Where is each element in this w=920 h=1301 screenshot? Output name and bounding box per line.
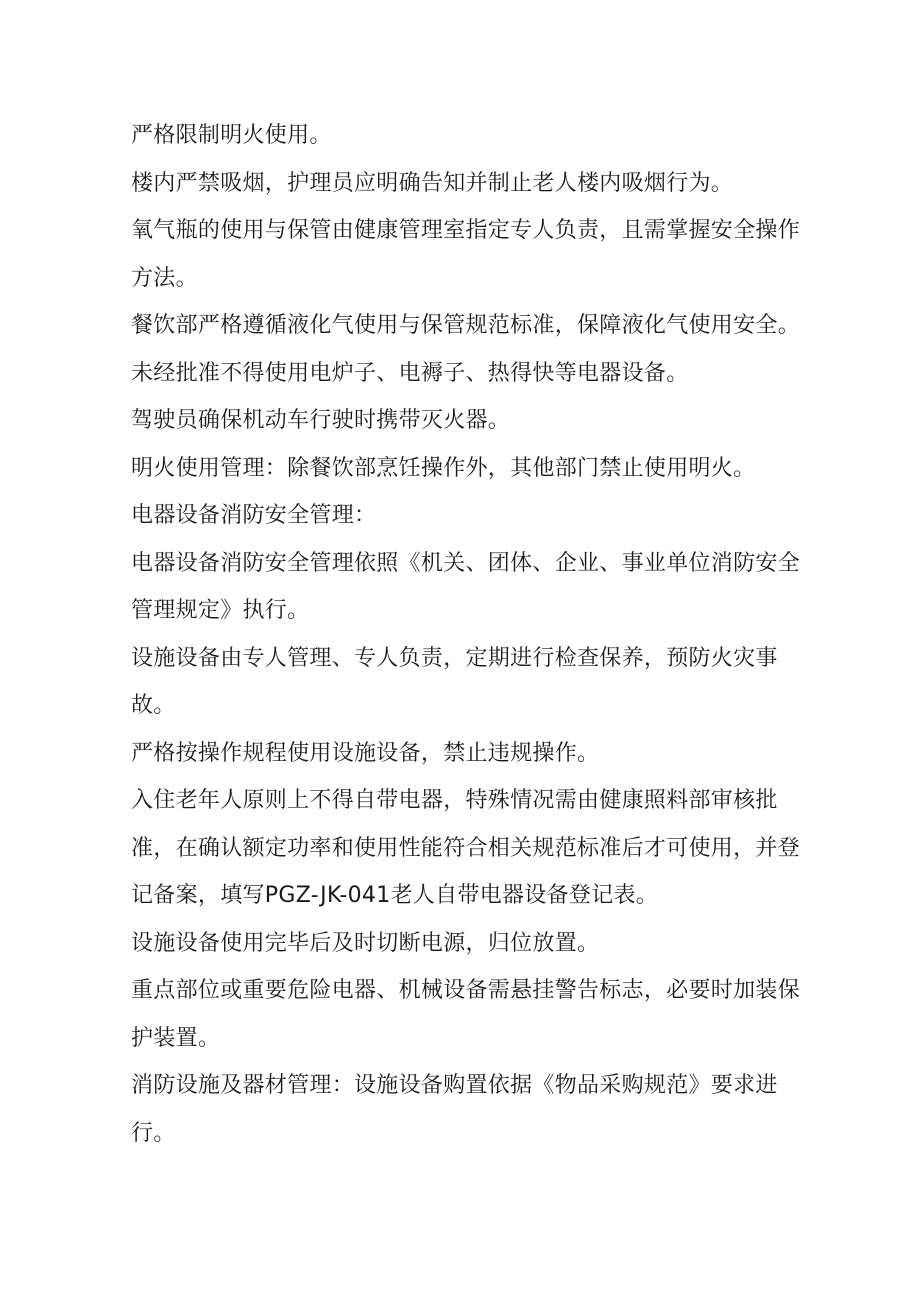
paragraph: 电器设备消防安全管理依照《机关、团体、企业、事业单位消防安全管理规定》执行。 [131, 550, 801, 623]
paragraph: 入住老年人原则上不得自带电器，特殊情况需由健康照料部审核批准，在确认额定功率和使用性能符合相关规范标准后才可使用，并登记备案，填写PGZ-JK-041老人自带电器设备登记表。 [131, 788, 801, 908]
paragraph: 驾驶员确保机动车行驶时携带灭火器。 [131, 408, 511, 433]
paragraph: 设施设备使用完毕后及时切断电源，归位放置。 [131, 930, 600, 956]
paragraph: 餐饮部严格遵循液化气使用与保管规范标准，保障液化气使用安全。 [131, 313, 801, 338]
paragraph: 氧气瓶的使用与保管由健康管理室指定专人负责，且需掌握安全操作方法。 [131, 218, 801, 291]
paragraph: 消防设施及器材管理：设施设备购置依据《物品采购规范》要求进行。 [131, 1073, 778, 1146]
paragraph: 未经批准不得使用电炉子、电褥子、热得快等电器设备。 [131, 360, 689, 386]
paragraph: 重点部位或重要危险电器、机械设备需悬挂警告标志，必要时加装保护装置。 [131, 978, 801, 1051]
paragraph: 严格限制明火使用。 [131, 123, 332, 148]
section-heading: 电器设备消防安全管理： [131, 503, 377, 528]
paragraph: 明火使用管理：除餐饮部烹饪操作外，其他部门禁止使用明火。 [131, 455, 756, 481]
paragraph: 楼内严禁吸烟，护理员应明确告知并制止老人楼内吸烟行为。 [131, 170, 734, 196]
document-body [131, 112, 811, 1157]
paragraph: 设施设备由专人管理、专人负责，定期进行检查保养，预防火灾事故。 [131, 645, 778, 718]
paragraph: 严格按操作规程使用设施设备，禁止违规操作。 [131, 740, 600, 766]
